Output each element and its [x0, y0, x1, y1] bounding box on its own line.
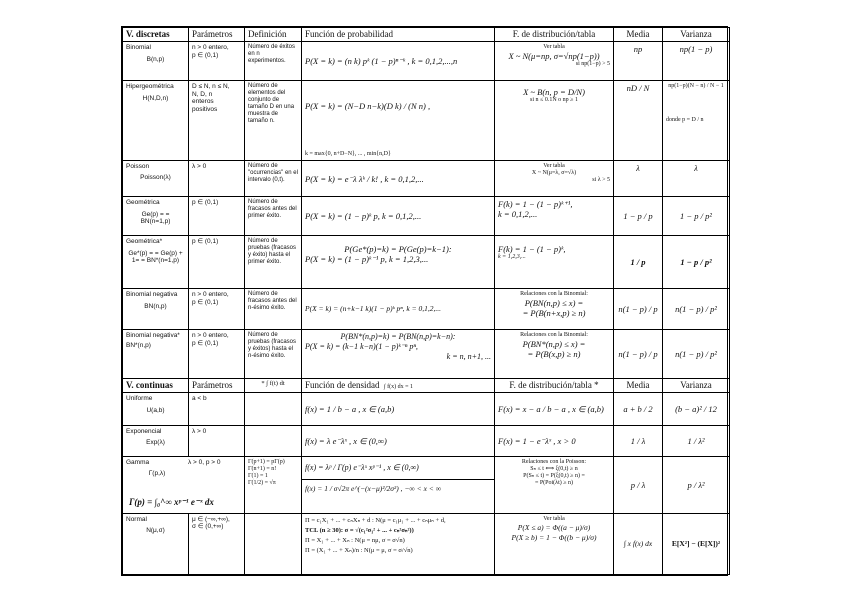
mean: n(1 − p) / p [614, 289, 663, 330]
variance: E[X²] − (E[X])² [663, 513, 730, 574]
param: n > 0 entero, [192, 291, 229, 299]
header-params: Parámetros [189, 379, 245, 393]
param: λ > 0, p > 0 [188, 458, 221, 466]
cdf-line: F(k) = 1 − (1 − p)ᵏ⁺¹, [498, 199, 573, 210]
normal-property: Π = X₁ + ... + Xₙ : N(μ = nμ, σ = σ√n) [305, 536, 405, 544]
pdf-normal: f(x) = 1 / σ√2π e^(−(x−μ)²/2σ²) , −∞ < x < ∞ [305, 483, 442, 493]
cdf-line: P(X ≤ a) = Φ((a − μ)/σ) [517, 522, 591, 532]
gamma-function-definition: Γ(p) = ∫₀^∞ xᵖ⁻¹ e⁻ˣ dx [129, 496, 214, 507]
cdf-line: = P(B(x,p) ≥ n) [527, 349, 581, 360]
mean: nD / N [614, 81, 663, 161]
table-row [123, 160, 730, 197]
normal-property: Π = c₁X₁ + ... + cₙXₙ + d : N(μ = c₁μ₁ + ... + cₙμₙ + d, [305, 516, 446, 524]
dist-code: BN*(n,p) [126, 341, 151, 349]
param: μ ∈ (−∞,+∞), [192, 515, 230, 523]
pmf-line: P(X = k) = (1 − p)ᵏ⁻¹ p, k = 1,2,3,... [305, 254, 429, 265]
param: λ > 0 [189, 425, 245, 456]
param: enteros [192, 98, 214, 106]
param: p ∈ (0,1) [189, 236, 245, 289]
param: σ ∈ (0,+∞) [192, 523, 224, 531]
dist-name: Exponencial [126, 427, 162, 435]
dist-name: Binomial negativa* [126, 332, 180, 340]
table-row [123, 330, 730, 379]
table-row [123, 425, 730, 456]
dist-name: Geométrica* [126, 238, 163, 246]
definition: Número de éxitos en n experimentos. [245, 42, 302, 81]
mean: n(1 − p) / p [614, 330, 663, 379]
param: p ∈ (0,1) [192, 51, 219, 59]
dist-name: Normal [126, 515, 147, 523]
dist-name: Hipergeométrica [126, 83, 174, 91]
cdf-line: = P(Poi(λt) ≥ n) [534, 479, 574, 486]
dist-code: Γ(p,λ) [148, 470, 166, 478]
dist-code: U(a,b) [146, 406, 165, 414]
table-row [123, 197, 730, 236]
pmf: P(X = k) = (N−D n−k)(D k) / (N n) , [305, 101, 431, 112]
distribution-table [121, 26, 728, 576]
param: a < b [189, 393, 245, 426]
mean: a + b / 2 [614, 393, 663, 426]
table-row [123, 513, 730, 574]
pmf: P(X = k) = e⁻λ λᵏ / k! , k = 0,1,2,... [302, 160, 495, 197]
cdf-line: X ~ B(n, p = D/N) [523, 87, 585, 98]
param: n > 0 entero, [192, 44, 229, 52]
table-row [123, 289, 730, 330]
param: p ∈ (0,1) [192, 339, 219, 347]
pmf: P(X = k) = (1 − p)ᵏ p, k = 0,1,2,... [302, 197, 495, 236]
pmf: P(BN*(n,p)=k) = P(BN(n,p)=k−n): [340, 332, 456, 342]
header-pmf: Función de probabilidad [302, 28, 495, 42]
param: D ≤ N, n ≤ N, [192, 83, 230, 91]
mean: λ [614, 160, 663, 197]
header-cdf: F. de distribución/tabla * [495, 379, 614, 393]
mean: 1 − p / p [614, 197, 663, 236]
variance: np(1 − p) [663, 42, 730, 81]
definition: Número de "ocurrencias" en el intervalo (0,t). [245, 160, 302, 197]
cdf-line: P(BN*(n,p) ≤ x) = [522, 339, 586, 350]
param: p ∈ (0,1) [189, 197, 245, 236]
pmf-range: k = max{0, n+D−N}, ... , min{n,D} [305, 150, 391, 157]
dist-name: Binomial [126, 44, 151, 52]
param: positivos [192, 105, 218, 113]
cdf-line: Sₙ ≤ t ⟺ ξ(0,t) ≥ n [530, 465, 578, 472]
cdf-line: Relaciones con la Poisson: [521, 458, 587, 465]
cdf-line: si λ > 5 [592, 176, 610, 183]
header-pdf: Función de densidad [305, 380, 380, 390]
cdf-line: k = 0,1,2,... [498, 209, 538, 220]
header-variance: Varianza [663, 379, 730, 393]
dist-code: Poisson(λ) [140, 174, 171, 182]
cdf-line: si np(1−p) > 5 [575, 61, 610, 68]
header-discrete: V. discretas [123, 28, 189, 42]
definition: Número de elementos del conjunto de tamaño D en una muestra de tamaño n. [245, 81, 302, 161]
gamma-property: Γ(n+1) = n! [248, 465, 277, 472]
pmf: P(X = k) = (n k) pᵏ (1 − p)ⁿ⁻ᵏ , k = 0,1,2,...,n [302, 42, 495, 81]
table-row [123, 456, 730, 513]
cdf-line: si n ≤ 0.1N o np ≥ 1 [530, 97, 578, 104]
pdf: f(x) = 1 / b − a , x ∈ (a,b) [302, 393, 495, 426]
header-integral: * ∫ f(t) dt [245, 379, 302, 393]
variance: n(1 − p) / p² [663, 289, 730, 330]
definition: Número de pruebas (fracasos y éxitos) hasta el n-ésimo éxito. [245, 330, 302, 379]
mean: 1 / p [614, 236, 663, 289]
pmf-line: P(X = k) = (k−1 k−n)(1 − p)ᵏ⁻ⁿ pⁿ, [305, 342, 418, 352]
header-definition: Definición [245, 28, 302, 42]
table-row [123, 393, 730, 426]
pmf: P(X = k) = (n+k−1 k)(1 − p)ᵏ pⁿ, k = 0,1,2,... [302, 289, 495, 330]
cdf-line: Ver tabla [543, 162, 565, 169]
table-row [123, 81, 730, 161]
variance: λ [663, 160, 730, 197]
param: n > 0 entero, [192, 332, 229, 340]
cdf-line: P(BN(n,p) ≤ x) = [524, 298, 584, 309]
dist-code: Ge(p) = = BN(n=1,p) [140, 210, 171, 226]
cdf: F(x) = 1 − e⁻λˣ , x > 0 [495, 425, 614, 456]
variance: 1 − p / p² [663, 236, 730, 289]
normal-property: Π = (X₁ + ... + Xₙ)/n : N(μ = μ, σ = σ/√n) [305, 546, 413, 554]
pmf-range: k = n, n+1, ... [446, 352, 491, 362]
definition: Número de pruebas (fracasos y éxito) hasta el primer éxito. [245, 236, 302, 289]
dist-code: BN(n,p) [144, 302, 167, 310]
cdf-line: Ver tabla [543, 515, 565, 522]
dist-name: Binomial negativa [126, 291, 178, 299]
header-pdf-note: ∫ f(x) dx = 1 [384, 384, 414, 390]
cdf-line: P(Sₙ ≤ t) = P(ξ(0,t) ≥ n) = [523, 472, 585, 479]
cdf: F(x) = x − a / b − a , x ∈ (a,b) [495, 393, 614, 426]
cdf-line: F(k) = 1 − (1 − p)ᵏ, [498, 244, 566, 255]
cdf-line: X ~ N(μ=λ, σ=√λ) [531, 169, 577, 176]
mean: np [614, 42, 663, 81]
table-row [123, 42, 730, 81]
variance: np(1−p)(N − n) / N − 1 [668, 83, 724, 90]
variance: p / λ² [663, 456, 730, 513]
definition: Número de fracasos antes del primer éxito. [245, 197, 302, 236]
cdf-line: P(X ≥ b) = 1 − Φ((b − μ)/σ) [511, 532, 597, 542]
pmf: P(Ge*(p)=k) = P(Ge(p)=k−1): [344, 244, 452, 255]
pdf: f(x) = λᵖ / Γ(p) e⁻λˣ xᵖ⁻¹ , x ∈ (0,∞) [302, 457, 494, 480]
param: λ > 0 [189, 160, 245, 197]
dist-code: Exp(λ) [146, 439, 165, 447]
mean: ∫ x f(x) dx [614, 513, 663, 574]
pdf: f(x) = λ e⁻λˣ , x ∈ (0,∞) [302, 425, 495, 456]
variance: n(1 − p) / p² [663, 330, 730, 379]
gamma-property: Γ(1/2) = √π [248, 479, 276, 486]
variance: (b − a)² / 12 [663, 393, 730, 426]
dist-name: Poisson [126, 162, 150, 170]
param: p ∈ (0,1) [192, 298, 219, 306]
variance: 1 − p / p² [663, 197, 730, 236]
dist-code: B(n,p) [146, 55, 165, 63]
dist-code: Ge*(p) = = Ge(p) + 1= = BN*(n=1,p) [128, 249, 183, 265]
cdf-line: X ~ N(μ=np, σ=√np(1−p)) [508, 51, 600, 62]
dist-name: Gamma [126, 458, 150, 466]
dist-code: N(μ,σ) [146, 527, 165, 535]
mean: p / λ [614, 456, 663, 513]
variance-note: donde p = D / n [666, 117, 704, 124]
definition: Número de fracasos antes del n-ésimo éxito. [245, 289, 302, 330]
header-continuous: V. continuas [123, 379, 189, 393]
mean: 1 / λ [614, 425, 663, 456]
header-variance: Varianza [663, 28, 730, 42]
dist-name: Uniforme [126, 395, 153, 403]
header-mean: Media [614, 28, 663, 42]
cdf-line: Relaciones con la Binomial: [520, 332, 588, 339]
table-row [123, 236, 730, 289]
cdf-line: k = 1,2,3,... [498, 254, 526, 261]
cdf-line: Ver tabla [543, 44, 565, 51]
dist-code: H(N,D,n) [142, 94, 169, 102]
header-mean: Media [614, 379, 663, 393]
header-cdf: F. de distribución/tabla [495, 28, 614, 42]
cdf-line: = P(B(n+x,p) ≥ n) [522, 308, 586, 319]
header-params: Parámetros [189, 28, 245, 42]
param: N, D, n [192, 90, 213, 98]
cdf-line: Relaciones con la Binomial: [520, 291, 588, 298]
normal-property: TCL (n ≥ 30): σ = √(c₁²σ₁² + ... + cₙ²σₙ²)) [305, 526, 414, 534]
dist-name: Geométrica [126, 199, 160, 207]
gamma-property: Γ(1) = 1 [248, 472, 268, 479]
variance: 1 / λ² [663, 425, 730, 456]
gamma-property: Γ(p+1) = pΓ(p) [248, 458, 285, 465]
